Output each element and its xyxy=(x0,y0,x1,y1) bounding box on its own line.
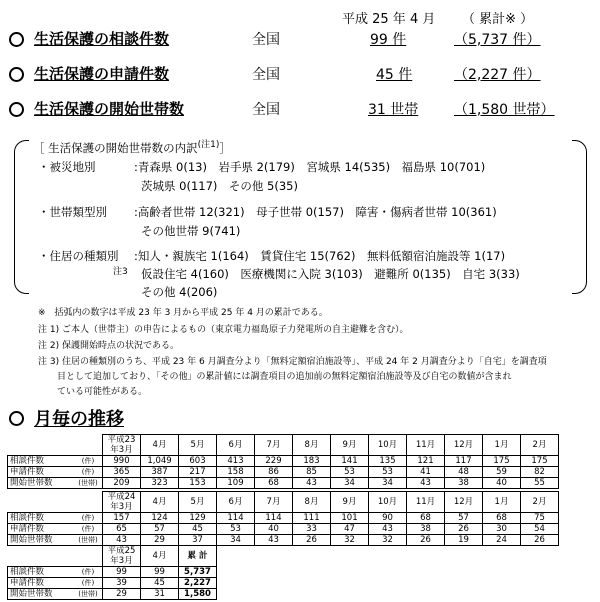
cell: 48 xyxy=(445,467,483,478)
row-unit: (世帯) xyxy=(74,535,103,546)
residence-note: 注3 xyxy=(113,267,128,277)
cell: 41 xyxy=(407,467,445,478)
cell: 99 xyxy=(141,567,179,578)
table-row xyxy=(8,524,559,535)
note-line: 注 2) 保護開始時点の状況である。 xyxy=(38,341,179,351)
month-header: 5月 xyxy=(179,492,217,513)
cell: 33 xyxy=(293,524,331,535)
table-corner xyxy=(8,546,103,567)
total-cell: 2,227 xyxy=(179,578,217,589)
cell: 65 xyxy=(103,524,141,535)
month-header: 平成23年3月 xyxy=(103,435,141,456)
month-header: 12月 xyxy=(445,435,483,456)
month-header: 7月 xyxy=(255,492,293,513)
summary-value: 99 件 xyxy=(370,32,407,48)
month-header: 8月 xyxy=(293,435,331,456)
summary-title: 生活保護の相談件数 xyxy=(34,30,170,48)
cell: 26 xyxy=(521,535,559,546)
row-label: 申請件数 xyxy=(8,467,75,478)
cell: 54 xyxy=(521,524,559,535)
household-line: :高齢者世帯 12(321) 母子世帯 0(157) 障害・傷病者世帯 10(361) xyxy=(134,205,497,219)
disaster-line: 茨城県 0(117) その他 5(35) xyxy=(141,179,298,193)
breakdown-bracket-right xyxy=(572,140,587,294)
circle-bullet-icon xyxy=(9,32,24,47)
monthly-table-2013 xyxy=(7,545,217,600)
summary-title: 生活保護の開始世帯数 xyxy=(34,100,185,118)
note-line: ている可能性がある。 xyxy=(57,387,148,397)
cell: 24 xyxy=(483,535,521,546)
circle-bullet-icon xyxy=(9,67,24,82)
month-header: 10月 xyxy=(369,492,407,513)
month-header: 2月 xyxy=(521,492,559,513)
report-period: 平成 25 年 4 月 xyxy=(342,12,436,27)
summary-value: 45 件 xyxy=(376,67,413,83)
cell: 32 xyxy=(369,535,407,546)
month-header: 6月 xyxy=(217,435,255,456)
cell: 57 xyxy=(445,513,483,524)
cell: 86 xyxy=(255,467,293,478)
table-row xyxy=(8,567,217,578)
cell: 183 xyxy=(293,456,331,467)
cell: 34 xyxy=(217,535,255,546)
month-header: 1月 xyxy=(483,435,521,456)
month-header: 11月 xyxy=(407,435,445,456)
table-row xyxy=(8,478,559,489)
circle-bullet-icon xyxy=(9,102,24,117)
month-header: 2月 xyxy=(521,435,559,456)
note-line: ※ 括弧内の数字は平成 23 年 3 月から平成 25 年 4 月の累計である。 xyxy=(38,308,328,318)
cell: 121 xyxy=(407,456,445,467)
residence-line: :知人・親族宅 1(164) 賃貸住宅 15(762) 無料低額宿泊施設等 1(17) xyxy=(134,249,506,263)
row-unit: (件) xyxy=(74,513,103,524)
cell: 90 xyxy=(369,513,407,524)
cell: 99 xyxy=(103,567,141,578)
table-row xyxy=(8,467,559,478)
summary-title: 生活保護の申請件数 xyxy=(34,65,170,83)
row-unit: (世帯) xyxy=(74,478,103,489)
month-header: 10月 xyxy=(369,435,407,456)
cell: 53 xyxy=(217,524,255,535)
total-cell: 5,737 xyxy=(179,567,217,578)
monthly-table-2011 xyxy=(7,434,559,489)
month-header: 8月 xyxy=(293,492,331,513)
cell: 175 xyxy=(521,456,559,467)
cell: 68 xyxy=(483,513,521,524)
cell: 157 xyxy=(103,513,141,524)
cell: 75 xyxy=(521,513,559,524)
cell: 29 xyxy=(103,589,141,600)
month-header: 4月 xyxy=(141,435,179,456)
cell: 387 xyxy=(141,467,179,478)
cell: 40 xyxy=(255,524,293,535)
cell: 29 xyxy=(141,535,179,546)
row-label: 開始世帯数 xyxy=(8,478,75,489)
cell: 26 xyxy=(407,535,445,546)
cell: 43 xyxy=(407,478,445,489)
section-title: 月毎の推移 xyxy=(34,409,124,430)
cell: 34 xyxy=(331,478,369,489)
month-header: 4月 xyxy=(141,546,179,567)
household-line: その他世帯 9(741) xyxy=(141,224,241,238)
cell: 135 xyxy=(369,456,407,467)
cell: 45 xyxy=(179,524,217,535)
total-cell: 1,580 xyxy=(179,589,217,600)
month-header: 4月 xyxy=(141,492,179,513)
breakdown-heading: ［ 生活保護の開始世帯数の内訳$^{(注1)}$］ xyxy=(33,140,231,155)
cell: 47 xyxy=(331,524,369,535)
month-header: 1月 xyxy=(483,492,521,513)
cell: 101 xyxy=(331,513,369,524)
household-label: ・世帯類型別 xyxy=(38,205,107,219)
summary-area: 全国 xyxy=(252,67,280,83)
table-row xyxy=(8,589,217,600)
cell: 109 xyxy=(217,478,255,489)
row-unit: (件) xyxy=(74,456,103,467)
cell: 175 xyxy=(483,456,521,467)
row-unit: (件) xyxy=(74,524,103,535)
note-line: 注 3) 住居の種類別のうち、平成 23 年 6 月調査分より「無料定額宿泊施設等」、平成 24 年 2 月調査分より「自宅」を調査項 xyxy=(38,357,547,367)
monthly-table-2012 xyxy=(7,491,559,546)
disaster-line: :青森県 0(13) 岩手県 2(179) 宮城県 14(535) 福島県 10(701) xyxy=(134,160,486,174)
cell: 57 xyxy=(141,524,179,535)
cell: 30 xyxy=(483,524,521,535)
cell: 129 xyxy=(179,513,217,524)
cell: 323 xyxy=(141,478,179,489)
summary-cumulative: （2,227 件） xyxy=(454,67,541,83)
summary-value: 31 世帯 xyxy=(368,102,419,118)
row-unit: (件) xyxy=(74,467,103,478)
row-label: 開始世帯数 xyxy=(8,535,75,546)
cell: 39 xyxy=(103,578,141,589)
cell: 68 xyxy=(407,513,445,524)
month-header: 12月 xyxy=(445,492,483,513)
circle-bullet-icon xyxy=(9,411,24,426)
cell: 43 xyxy=(293,478,331,489)
month-header: 11月 xyxy=(407,492,445,513)
cell: 117 xyxy=(445,456,483,467)
cell: 365 xyxy=(103,467,141,478)
summary-cumulative: （1,580 世帯） xyxy=(454,102,555,118)
table-row xyxy=(8,578,217,589)
cell: 217 xyxy=(179,467,217,478)
cell: 114 xyxy=(255,513,293,524)
row-label: 相談件数 xyxy=(8,456,75,467)
cell: 26 xyxy=(293,535,331,546)
cell: 53 xyxy=(369,467,407,478)
breakdown-bracket-left xyxy=(14,140,29,294)
summary-area: 全国 xyxy=(252,32,280,48)
cell: 19 xyxy=(445,535,483,546)
cell: 38 xyxy=(407,524,445,535)
table-row xyxy=(8,513,559,524)
row-label: 相談件数 xyxy=(8,513,75,524)
table-corner xyxy=(8,435,103,456)
residence-line: その他 4(206) xyxy=(141,285,218,299)
table-corner xyxy=(8,492,103,513)
cumulative-label: （ 累計※ ） xyxy=(462,12,534,27)
row-unit: (件) xyxy=(74,567,103,578)
cell: 68 xyxy=(255,478,293,489)
cell: 53 xyxy=(331,467,369,478)
residence-line: 仮設住宅 4(160) 医療機関に入院 3(103) 避難所 0(135) 自宅 3(33) xyxy=(141,267,520,281)
table-row xyxy=(8,535,559,546)
cell: 38 xyxy=(445,478,483,489)
cell: 43 xyxy=(103,535,141,546)
cell: 31 xyxy=(141,589,179,600)
note-line: 注 1) ご本人（世帯主）の申告によるもの（東京電力福島原子力発電所の自主避難を含む）。 xyxy=(38,325,409,335)
cell: 43 xyxy=(255,535,293,546)
cell: 59 xyxy=(483,467,521,478)
row-unit: (件) xyxy=(74,578,103,589)
cell: 990 xyxy=(103,456,141,467)
month-header: 5月 xyxy=(179,435,217,456)
summary-cumulative: （5,737 件） xyxy=(454,32,541,48)
row-label: 申請件数 xyxy=(8,524,75,535)
cell: 111 xyxy=(293,513,331,524)
cell: 209 xyxy=(103,478,141,489)
cell: 85 xyxy=(293,467,331,478)
month-header: 平成24年3月 xyxy=(103,492,141,513)
total-header: 累 計 xyxy=(179,546,217,567)
note-line: 目として追加しており、「その他」の累計値には調査項目の追加前の無料定額宿泊施設等及び自宅の数値が含まれ xyxy=(57,372,512,382)
cell: 114 xyxy=(217,513,255,524)
month-header: 6月 xyxy=(217,492,255,513)
table-row xyxy=(8,456,559,467)
cell: 82 xyxy=(521,467,559,478)
cell: 26 xyxy=(445,524,483,535)
cell: 37 xyxy=(179,535,217,546)
cell: 413 xyxy=(217,456,255,467)
cell: 55 xyxy=(521,478,559,489)
cell: 229 xyxy=(255,456,293,467)
cell: 603 xyxy=(179,456,217,467)
row-label: 申請件数 xyxy=(8,578,75,589)
row-label: 相談件数 xyxy=(8,567,75,578)
month-header: 9月 xyxy=(331,435,369,456)
cell: 158 xyxy=(217,467,255,478)
summary-area: 全国 xyxy=(252,102,280,118)
month-header: 9月 xyxy=(331,492,369,513)
cell: 153 xyxy=(179,478,217,489)
cell: 40 xyxy=(483,478,521,489)
cell: 141 xyxy=(331,456,369,467)
disaster-label: ・被災地別 xyxy=(38,160,96,174)
cell: 1,049 xyxy=(141,456,179,467)
cell: 34 xyxy=(369,478,407,489)
month-header: 7月 xyxy=(255,435,293,456)
residence-label: ・住居の種類別 xyxy=(38,249,119,263)
row-label: 開始世帯数 xyxy=(8,589,75,600)
cell: 124 xyxy=(141,513,179,524)
cell: 43 xyxy=(369,524,407,535)
month-header: 平成25年3月 xyxy=(103,546,141,567)
row-unit: (世帯) xyxy=(74,589,103,600)
cell: 45 xyxy=(141,578,179,589)
cell: 32 xyxy=(331,535,369,546)
